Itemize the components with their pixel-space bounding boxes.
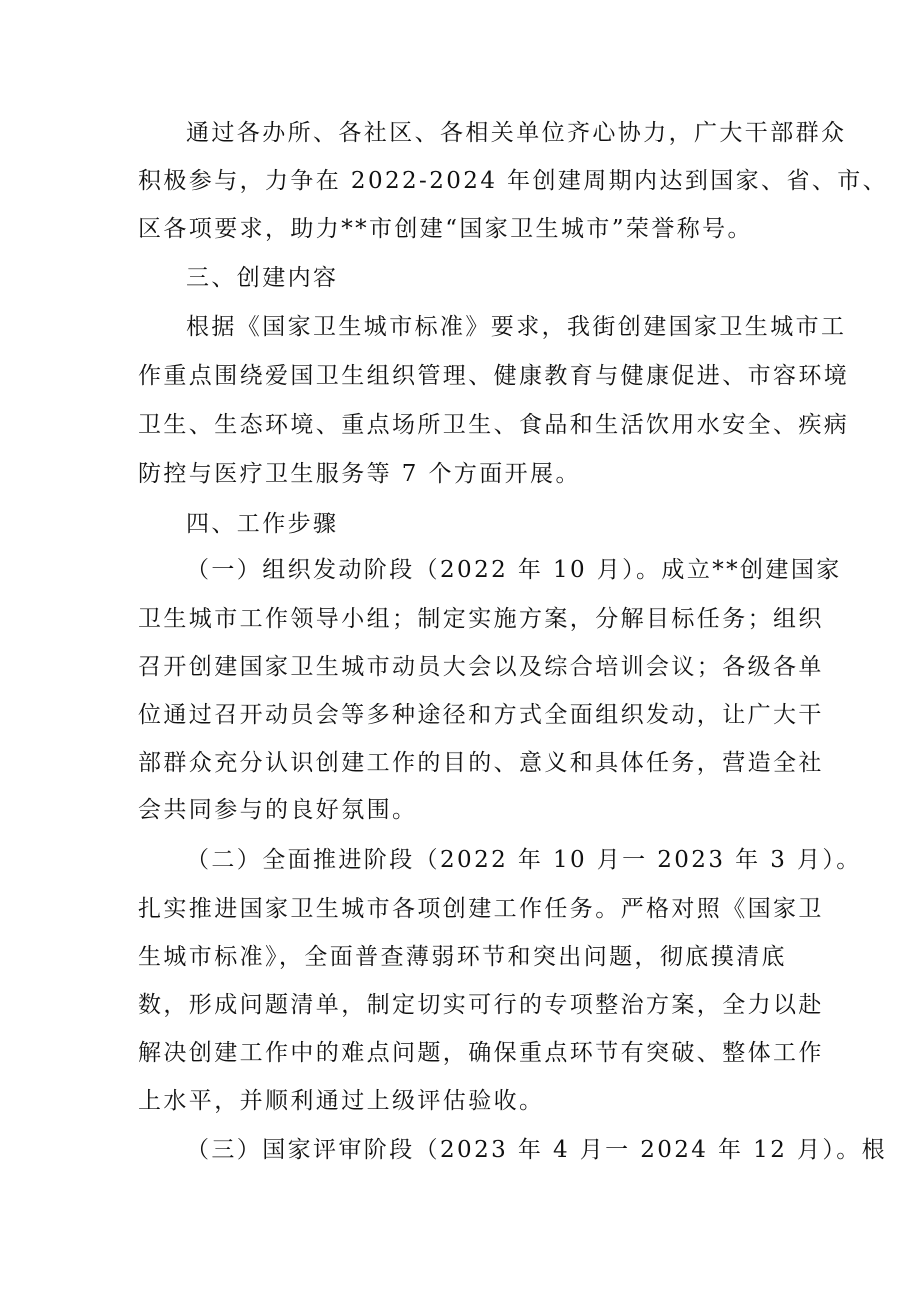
step-1-line-5: 部群众充分认识创建工作的目的、意义和具体任务，营造全社 [138, 750, 824, 776]
section-heading-3: 三、创建内容 [186, 265, 339, 291]
step-2-line-6: 上水平，并顺利通过上级评估验收。 [138, 1088, 545, 1114]
step-1-line-6: 会共同参与的良好氛围。 [138, 797, 418, 823]
step-1-line-2: 卫生城市工作领导小组；制定实施方案，分解目标任务；组织 [138, 606, 824, 632]
step-2-line-5: 解决创建工作中的难点问题，确保重点环节有突破、整体工作 [138, 1040, 824, 1066]
step-1-line-3: 召开创建国家卫生城市动员大会以及综合培训会议；各级各单 [138, 654, 824, 680]
step-1-line-4: 位通过召开动员会等多种途径和方式全面组织发动，让广大干 [138, 702, 824, 728]
step-2-line-1: （二）全面推进阶段（2022 年 10 月一 2023 年 3 月）。 [186, 847, 862, 873]
step-2-line-4: 数，形成问题清单，制定切实可行的专项整治方案，全力以赴 [138, 992, 824, 1018]
section-heading-4: 四、工作步骤 [186, 511, 339, 537]
paragraph-1-line-3: 区各项要求，助力**市创建“国家卫生城市”荣誉称号。 [138, 216, 753, 242]
paragraph-2-line-4: 防控与医疗卫生服务等 7 个方面开展。 [138, 461, 581, 487]
paragraph-2-line-1: 根据《国家卫生城市标准》要求，我街创建国家卫生城市工 [186, 314, 847, 340]
paragraph-2-line-2: 作重点围绕爱国卫生组织管理、健康教育与健康促进、市容环境 [138, 363, 850, 389]
step-3-line-1: （三）国家评审阶段（2023 年 4 月一 2024 年 12 月）。根 [186, 1137, 888, 1163]
step-1-line-1: （一）组织发动阶段（2022 年 10 月）。成立**创建国家 [186, 557, 842, 583]
step-2-line-2: 扎实推进国家卫生城市各项创建工作任务。严格对照《国家卫 [138, 896, 824, 922]
step-2-line-3: 生城市标准》，全面普查薄弱环节和突出问题，彻底摸清底 [138, 944, 787, 970]
paragraph-1-line-2: 积极参与，力争在 2022-2024 年创建周期内达到国家、省、市、 [138, 168, 889, 194]
paragraph-2-line-3: 卫生、生态环境、重点场所卫生、食品和生活饮用水安全、疾病 [138, 412, 850, 438]
paragraph-1-line-1: 通过各办所、各社区、各相关单位齐心协力，广大干部群众 [186, 120, 847, 146]
